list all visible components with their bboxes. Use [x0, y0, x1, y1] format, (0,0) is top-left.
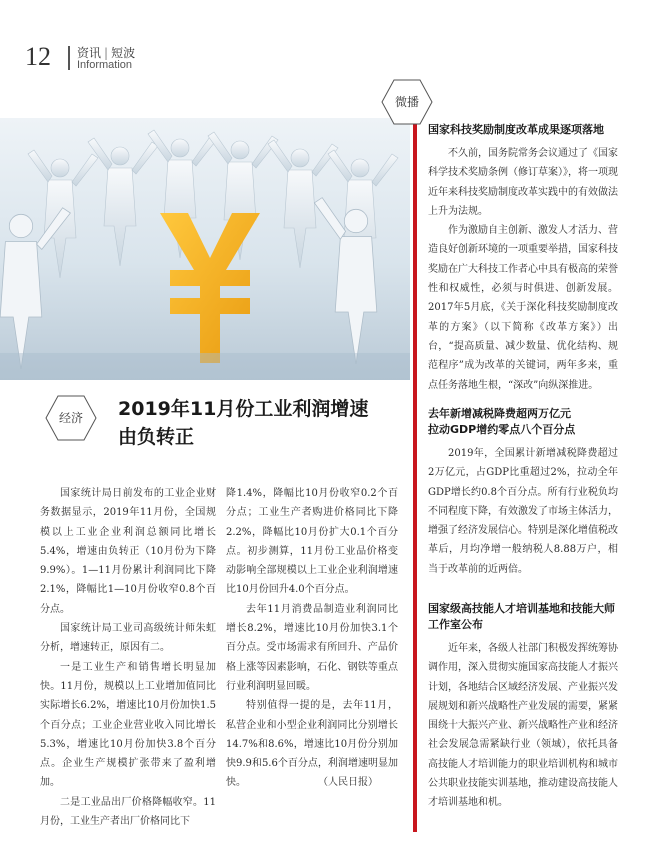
- article-title: [118, 395, 388, 451]
- paragraph: 一是工业生产和销售增长明显加快。11月份，规模以上工业增加值同比实际增长6.2%，增速比10月份加快1.5个百分点；工业企业营业收入同比增长5.3%，增速比10月份加快3.8个百分点。企业生产规模扩张带来了盈利增加。: [40, 661, 216, 789]
- paragraph: 二是工业品出厂价格降幅收窄。11月份，工业生产者出厂价格同比下: [40, 796, 216, 828]
- news-brief-3: [428, 601, 618, 813]
- paragraph: 国家统计局工业司高级统计师朱虹分析，增速转正，原因有二。: [40, 623, 216, 654]
- paragraph: 作为激励自主创新、激发人才活力、营造良好创新环境的一项重要举措，国家科技奖励在广大科技工作者心中具有极高的荣誉性和权威性，必须与时俱进、创新发展。2017年5月底，《关于深化科技奖励制度改革的方案》（以下简称《改革方案》）出台，“提高质量、减少数量、优化结构、规范程序”成为改革的关键词，两年多来，重点任务落地生根，“深改”向纵深推进。: [428, 225, 618, 391]
- economy-tag-label: 经济: [58, 411, 83, 425]
- article-title-line2: 由负转正: [118, 426, 195, 448]
- paper-people-illustration: [0, 118, 410, 380]
- paragraph: 近年来，各级人社部门积极发挥统筹协调作用，深入贯彻实施国家高技能人才振兴计划，各地结合区域经济发展、产业振兴发展规划和新兴战略性产业发展的需要，紧紧围绕十大振兴产业、新兴战略性产业和经济社会发展急需紧缺行业（领域），依托具备高技能人才培训能力的职业培训机构和城市公共职业技能实训基地，推动建设高技能人才培训基地和机。: [428, 643, 618, 809]
- weibo-tag: [380, 78, 434, 126]
- subsection-name: 短波: [111, 46, 136, 60]
- title-line: 拉动GDP增约零点八个百分点: [428, 423, 576, 436]
- section-english: Information: [77, 59, 133, 71]
- column-divider: [413, 120, 417, 832]
- news-brief-body: [428, 444, 618, 579]
- paragraph: 国家统计局日前发布的工业企业财务数据显示，2019年11月份，全国规模以上工业企业利润总额同比增长5.4%，增速由负转正（10月份为下降9.9%）。1—11月份累计利润同比下降2.1%，降幅比1—10月份收窄0.8个百分点。: [40, 488, 216, 615]
- feature-photo: [0, 118, 410, 380]
- news-brief-2: [428, 406, 618, 579]
- paragraph: [226, 696, 398, 792]
- page-number: 12: [25, 42, 51, 71]
- paragraph: 2019年，全国累计新增减税降费超过2万亿元，占GDP比重超过2%，拉动全年GDP增长约0.8个百分点。所有行业税负均不同程度下降，有效激发了市场主体活力，增强了经济发展信心。特别是深化增值税改革后，月均净增一般纳税人8.88万户，相当于改革前的近两倍。: [428, 448, 618, 575]
- section-separator: |: [104, 46, 109, 60]
- news-brief-body: [428, 144, 618, 395]
- title-line: 去年新增减税降费超两万亿元: [428, 407, 571, 420]
- section-name: 资讯: [77, 46, 102, 60]
- economy-tag: [44, 394, 98, 442]
- news-brief-title: 国家级高技能人才培训基地和技能大师工作室公布: [428, 602, 615, 631]
- news-brief-title: 国家科技奖励制度改革成果逐项落地: [428, 123, 604, 136]
- header-divider: [68, 46, 70, 70]
- news-brief-title: [428, 406, 618, 438]
- paragraph: 去年11月消费品制造业利润同比增长8.2%，增速比10月份加快3.1个百分点。受市场需求有所回升、产品价格上涨等因素影响，石化、钢铁等重点行业利润明显回暖。: [226, 603, 398, 692]
- yen-icon: [160, 213, 260, 363]
- news-brief-1: [428, 122, 618, 395]
- article-title-line1: 2019年11月份工业利润增速: [118, 398, 369, 420]
- article-source: （人民日报）: [318, 777, 378, 789]
- paragraph-continued: 降1.4%，降幅比10月份收窄0.2个百分点；工业生产者购进价格同比下降2.2%，降幅比10月份扩大0.1个百分点。初步测算，11月份工业品价格变动影响全部规模以上工业企业利润增速比10月份回升4.0个百分点。: [226, 488, 398, 596]
- article-column-2: [226, 484, 398, 793]
- news-brief-body: [428, 639, 618, 813]
- article-column-1: [40, 484, 216, 831]
- weibo-tag-label: 微播: [394, 95, 419, 109]
- paragraph: 不久前，国务院常务会议通过了《国家科学技术奖励条例（修订草案）》，将一项现近年来科技奖励制度改革实践中的有效做法上升为法规。: [428, 148, 618, 217]
- paragraph-text: 特别值得一提的是，去年11月，私营企业和小型企业利润同比分别增长14.7%和8.6%，增速比10月份分别加快9.9和5.6个百分点，利润增速明显加快。: [226, 700, 398, 789]
